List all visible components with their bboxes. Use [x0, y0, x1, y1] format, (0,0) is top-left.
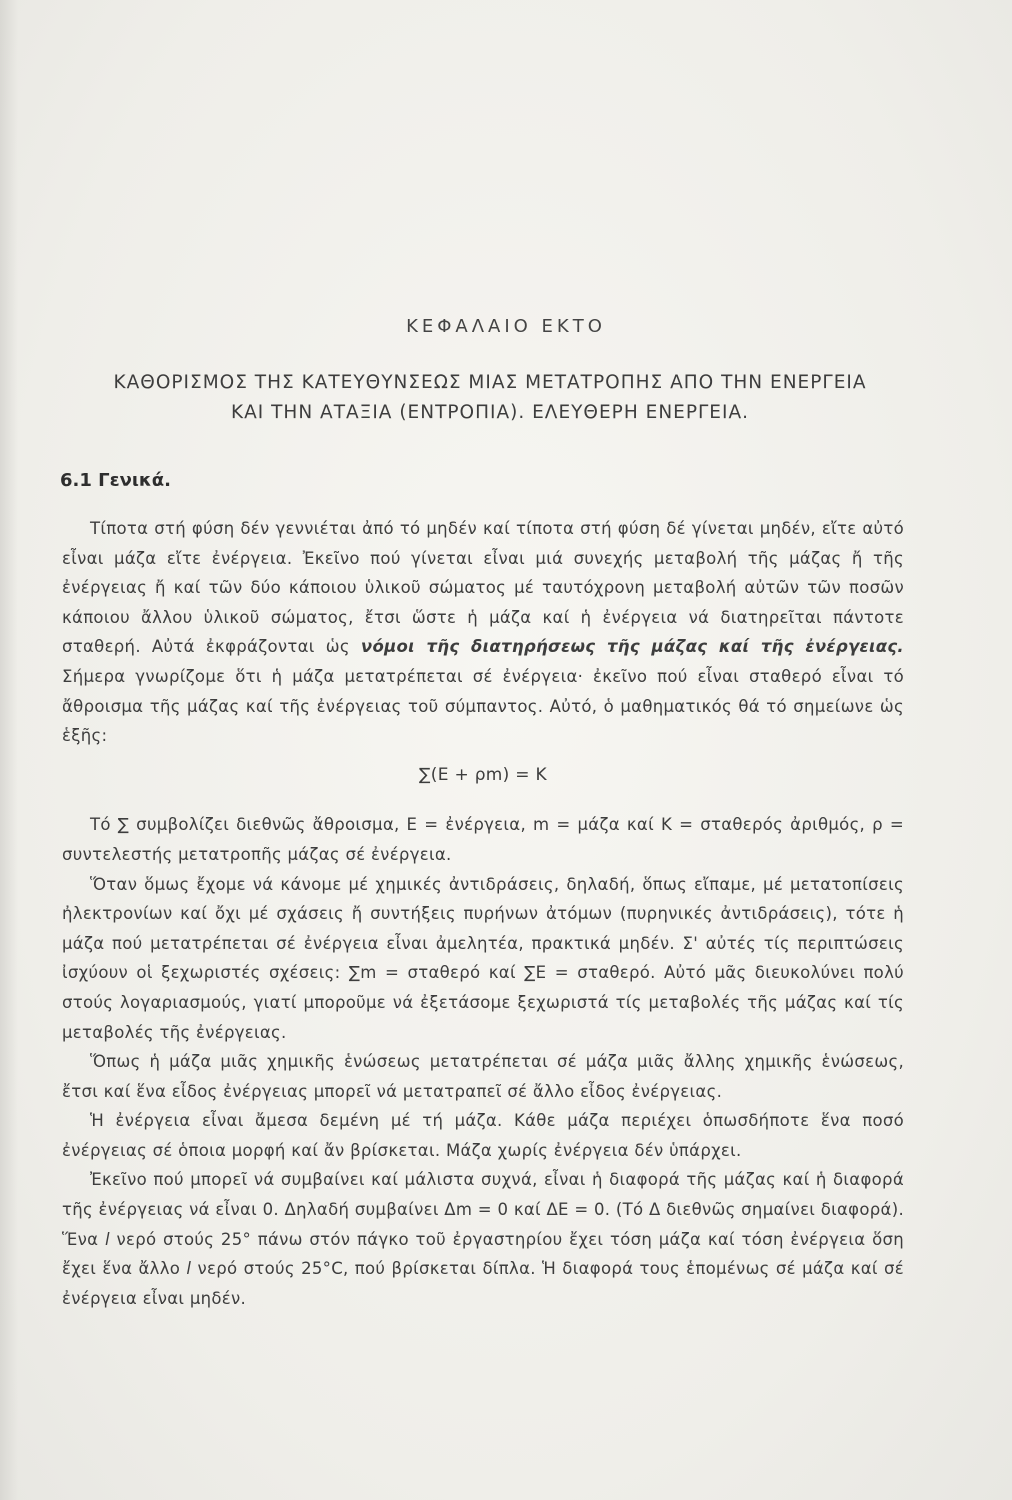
paragraph-text: Σήμερα γνωρίζομε ὅτι ἡ μάζα μετατρέπεται σέ ἐνέργεια· ἐκεῖνο πού εἶναι σταθερό εἶναι τό ἄθροισμα τῆς μάζας καί τῆς ἐνέργειας τοῦ σύμπαντος. Αὐτό, ὁ μαθηματικός θά τό σημείωνε ὡς ἑξῆς: [62, 666, 904, 746]
paragraph-conservation-laws [62, 514, 904, 751]
litre-symbol: l [104, 1229, 110, 1249]
paragraph-energy-mass-bond: Ἡ ἐνέργεια εἶναι ἄμεσα δεμένη μέ τή μάζα. Κάθε μάζα περιέχει ὁπωσδήποτε ἕνα ποσό ἐνέργειας σέ ὁποια μορφή καί ἄν βρίσκεται. Μάζα χωρίς ἐνέργεια δέν ὑπάρχει. [62, 1111, 904, 1160]
chapter-label: ΚΕΦΑΛΑΙΟ ΕΚΤΟ [406, 316, 606, 337]
paragraph-difference-zero [62, 1165, 904, 1313]
paragraph-chemical-reactions: Ὅταν ὅμως ἔχομε νά κάνομε μέ χημικές ἀντιδράσεις, δηλαδή, ὅπως εἴπαμε, μέ μετατοπίσεις ἠλεκτρονίων καί ὄχι μέ σχάσεις ἤ συντήξεις πυρήνων ἀτόμων (πυρηνικές ἀντιδράσεις), τότε ἡ μάζα πού μετατρέπεται σέ ἐνέργεια εἶναι ἀμελητέα, πρακτικά μηδέν. Σ' αὐτές τίς περιπτώσεις ἰσχύουν οἱ ξεχωριστές σχέσεις: ∑m = σταθερό καί ∑E = σταθερό. Αὐτό μᾶς διευκολύνει πολύ στούς λογαριασμούς, γιατί μποροῦμε νά ἐξετάσομε ξεχωριστά τίς μεταβολές τῆς μάζας καί τίς μεταβολές τῆς ἐνέργειας. [62, 874, 904, 1042]
chapter-title-line-2: ΚΑΙ ΤΗΝ ΑΤΑΞΙΑ (ΕΝΤΡΟΠΙΑ). ΕΛΕΥΘΕΡΗ ΕΝΕΡΓΕΙΑ. [230, 402, 749, 423]
spine-shadow [0, 0, 18, 1500]
conservation-formula: ∑(E + ρm) = K [419, 764, 547, 785]
paragraph-symbols: Τό ∑ συμβολίζει διεθνῶς ἄθροισμα, E = ἐνέργεια, m = μάζα καί K = σταθερός ἀριθμός, ρ = συντελεστής μετατροπῆς μάζας σέ ἐνέργεια. [62, 815, 904, 864]
body-text [62, 514, 904, 1313]
paragraph-text: Ἐκεῖνο πού μπορεῖ νά συμβαίνει καί μάλιστα συχνά, εἶναι ἡ διαφορά τῆς μάζας καί ἡ διαφορά τῆς ἐνέργειας νά εἶναι 0. Δηλαδή συμβαίνει Δm = 0 καί ΔE = 0. (Τό Δ διεθνῶς σημαίνει διαφορά). Ἕνα [62, 1170, 904, 1249]
chapter-title-line-1: ΚΑΘΟΡΙΣΜΟΣ ΤΗΣ ΚΑΤΕΥΘΥΝΣΕΩΣ ΜΙΑΣ ΜΕΤΑΤΡΟΠΗΣ ΑΠΟ ΤΗΝ ΕΝΕΡΓΕΙΑ [113, 372, 867, 393]
section-heading: 6.1 Γενικά. [60, 470, 171, 491]
paragraph-energy-transformation: Ὅπως ἡ μάζα μιᾶς χημικῆς ἑνώσεως μετατρέπεται σέ μάζα μιᾶς ἄλλης χημικῆς ἑνώσεως, ἔτσι καί ἕνα εἶδος ἐνέργειας μπορεῖ νά μετατραπεῖ σέ ἄλλο εἶδος ἐνέργειας. [62, 1052, 904, 1101]
chapter-title [40, 368, 940, 428]
litre-symbol: l [186, 1259, 192, 1279]
paragraph-text: νερό στούς 25° πάνω στόν πάγκο τοῦ ἐργαστηρίου ἔχει τόση μάζα καί τόση ἐνέργεια ὅση ἔχει ἕνα ἄλλο [62, 1229, 904, 1279]
paragraph-text: νερό στούς 25°C, πού βρίσκεται δίπλα. Ἡ διαφορά τους ἑπομένως σέ μάζα καί σέ ἐνέργεια εἶναι μηδέν. [62, 1259, 904, 1308]
paragraph-text: Τίποτα στή φύση δέν γεννιέται ἀπό τό μηδέν καί τίποτα στή φύση δέ γίνεται μηδέν, εἴτε αὐτό εἶναι μάζα εἴτε ἐνέργεια. Ἐκεῖνο πού γίνεται εἶναι μιά συνεχής μεταβολή τῆς μάζας ἤ τῆς ἐνέργειας ἤ καί τῶν δύο κάποιου ὑλικοῦ σώματος μέ ταυτόχρονη μεταβολή αὐτῶν τῶν ποσῶν κάποιου ἄλλου ὑλικοῦ σώματος, ἔτσι ὥστε ἡ μάζα καί ἡ ἐνέργεια νά διατηρεῖται πάντοτε σταθερή. Αὐτά ἐκφράζονται ὡς [62, 519, 904, 657]
emphasis-conservation-laws: νόμοι τῆς διατηρήσεως τῆς μάζας καί τῆς ἐνέργειας. [360, 637, 904, 657]
